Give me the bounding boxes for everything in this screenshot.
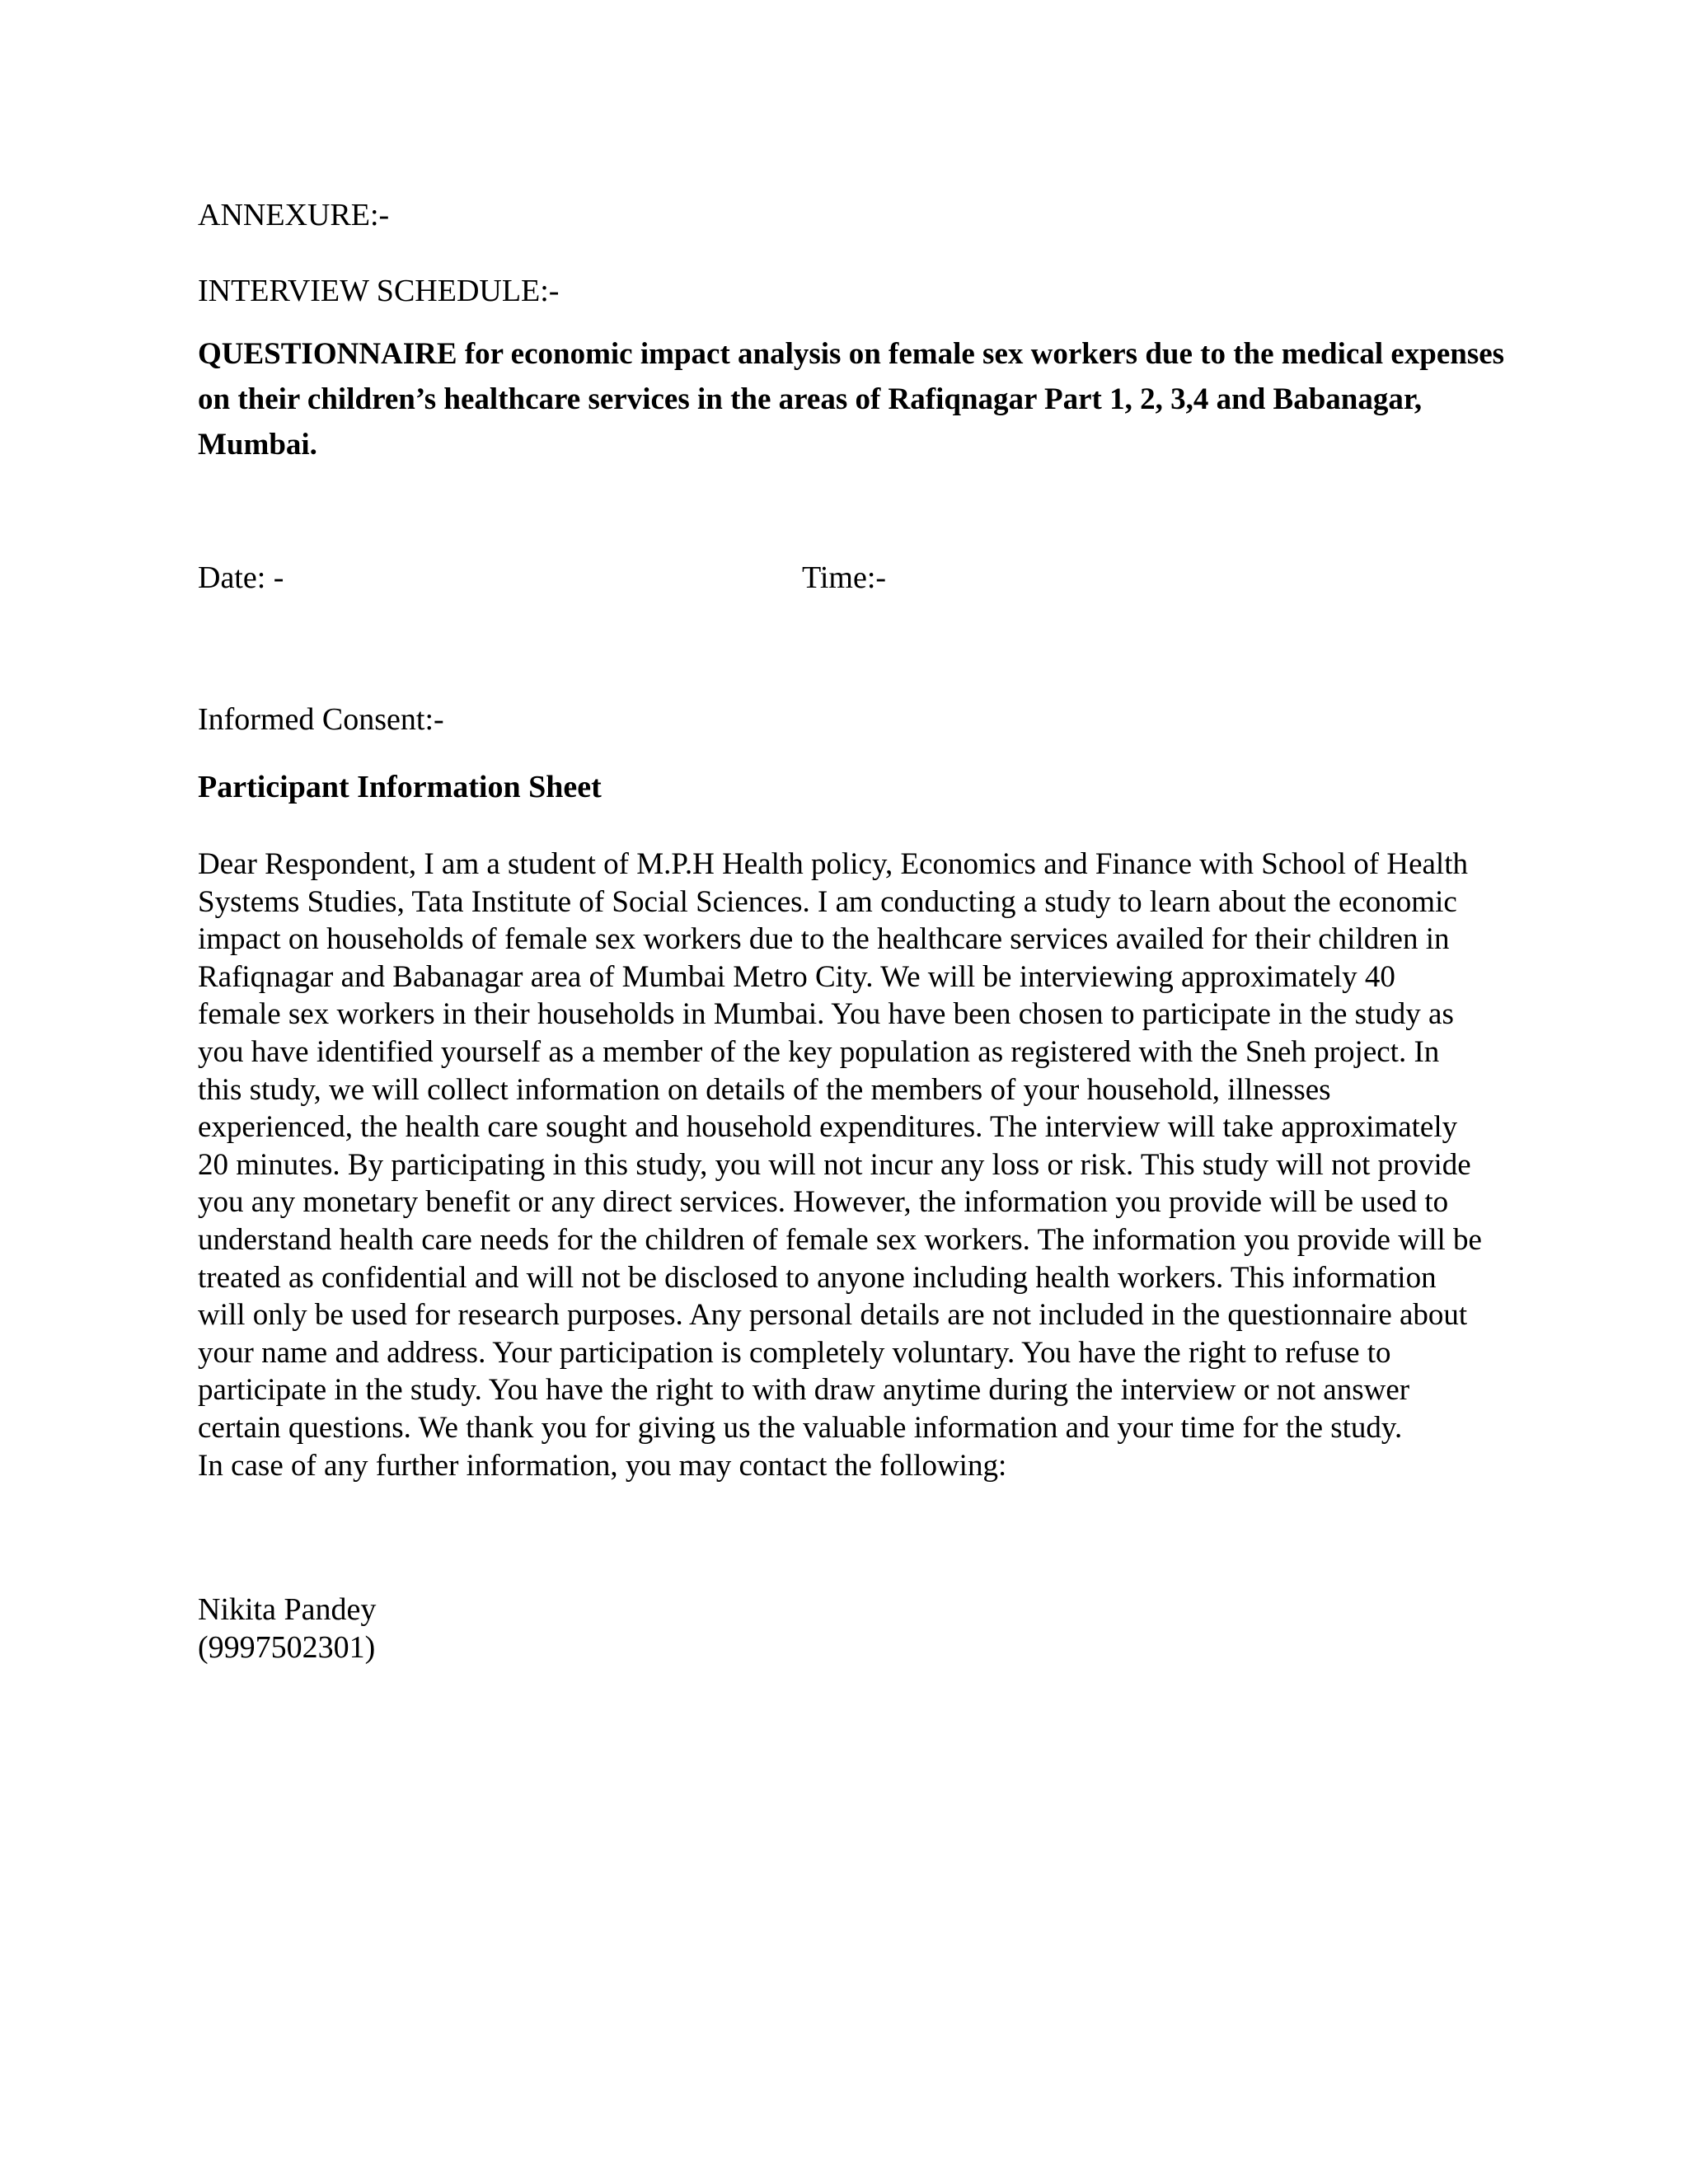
participant-sheet-title: Participant Information Sheet [198,770,602,804]
contact-phone: (9997502301) [198,1630,376,1665]
questionnaire-title: QUESTIONNAIRE for economic impact analysis on female sex workers due to the medical expenses on their children’s healthcare services in the areas of Rafiqnagar Part 1, 2, 3,4 and Babanagar, Mumbai. [198,337,1505,462]
time-label: Time:- [802,560,887,595]
informed-consent-heading: Informed Consent:- [198,702,444,737]
consent-paragraph: Dear Respondent, I am a student of M.P.H Health policy, Economics and Finance with School of Health Systems Studies, Tata Institute of Social Sciences. I am conducting a study to learn about the economic impact on households of female sex workers due to the healthcare services availed for their children in Rafiqnagar and Babanagar area of Mumbai Metro City. We will be interviewing approximately 40 female sex workers in their households in Mumbai. You have been chosen to participate in the study as you have identified yourself as a member of the key population as registered with the Sneh project. In this study, we will collect information on details of the members of your household, illnesses experienced, the health care sought and household expenditures. The interview will take approximately 20 minutes. By participating in this study, you will not incur any loss or risk. This study will not provide you any monetary benefit or any direct services. However, the information you provide will be used to understand health care needs for the children of female sex workers. The information you provide will be treated as confidential and will not be disclosed to anyone including health workers. This information will only be used for research purposes. Any personal details are not included in the questionnaire about your name and address. Your participation is completely voluntary. You have the right to refuse to participate in the study. You have the right to with draw anytime during the interview or not answer certain questions. We thank you for giving us the valuable information and your time for the study. [198,847,1482,1445]
interview-schedule-heading: INTERVIEW SCHEDULE:- [198,274,560,308]
consent-body [198,846,1484,1484]
annexure-heading: ANNEXURE:- [198,198,390,232]
contact-name: Nikita Pandey [198,1592,377,1627]
contact-instruction: In case of any further information, you may contact the following: [198,1448,1007,1483]
date-label: Date: - [198,560,284,595]
